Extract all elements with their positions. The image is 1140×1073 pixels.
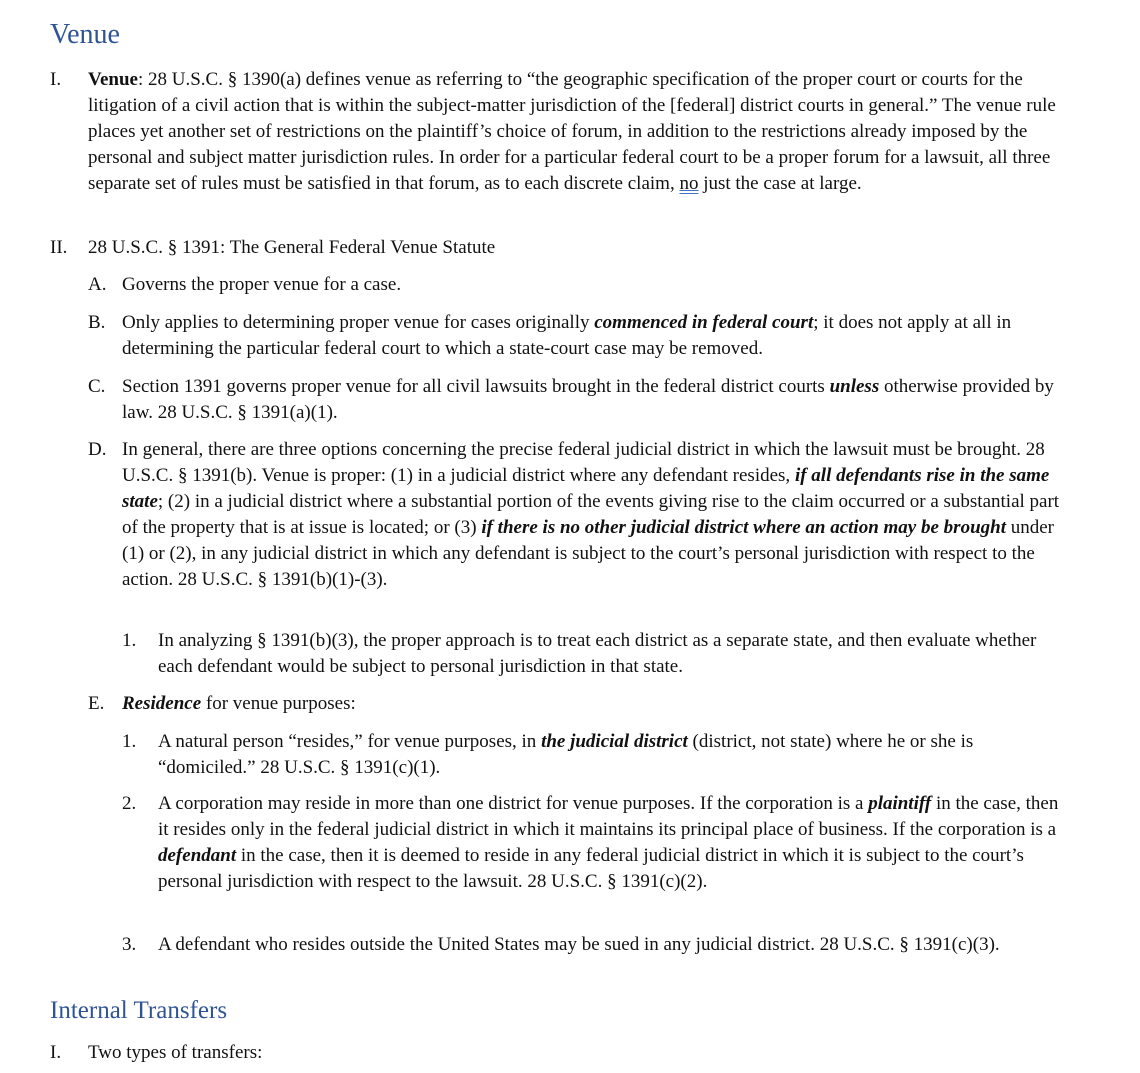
item-label: B. (88, 312, 106, 333)
item-text (122, 374, 1070, 426)
outline-item-E2 (122, 791, 1070, 895)
item-label: II. (50, 237, 68, 258)
item-label: 3. (122, 934, 137, 955)
item-text (158, 729, 1070, 781)
text-run: Only applies to determining proper venue for cases originally (122, 312, 595, 333)
text-run: just the case at large. (698, 173, 862, 194)
item-text (158, 791, 1070, 895)
text-run: the judicial district (541, 731, 688, 752)
text-run: ; (2) in a judicial district where a substantial portion of the events giving rise to the claim occurred or a substantial part of the property that is at issue is located; or (3) (122, 491, 1060, 538)
item-label: C. (88, 376, 106, 397)
outline-item-E (88, 691, 1070, 717)
text-run: A defendant who resides outside the United States may be sued in any judicial district. 28 U.S.C. § 1391(c)(3). (158, 934, 1000, 955)
heading-internal-transfers: Internal Transfers (50, 997, 228, 1024)
text-run: no (679, 173, 699, 194)
text-run: for venue purposes: (201, 693, 356, 714)
outline-item-D (88, 437, 1070, 593)
text-run: unless (829, 376, 880, 397)
item-text (158, 628, 1070, 680)
text-run: ; it does not apply at all in determining the particular federal court to which a state-court case may be removed. (122, 312, 1012, 359)
text-run: 28 U.S.C. § 1391: The General Federal Venue Statute (88, 237, 496, 258)
text-run: A corporation may reside in more than one district for venue purposes. If the corporation is a (158, 793, 869, 814)
outline-item-transfers-I (50, 1040, 1070, 1066)
item-text (122, 310, 1070, 362)
item-text (88, 1040, 1070, 1066)
item-text (88, 67, 1070, 197)
item-text (88, 235, 1070, 261)
outline-item-A (88, 272, 1070, 298)
item-label: D. (88, 439, 107, 460)
outline-item-E1 (122, 729, 1070, 781)
text-run: (district, not state) where he or she is “domiciled.” 28 U.S.C. § 1391(c)(1). (158, 731, 974, 778)
outline-item-C (88, 374, 1070, 426)
text-run: A natural person “resides,” for venue purposes, in (158, 731, 542, 752)
outline-item-B (88, 310, 1070, 362)
text-run: commenced in federal court (594, 312, 814, 333)
outline-item-I (50, 67, 1070, 197)
text-run: Two types of transfers: (88, 1042, 263, 1063)
outline-item-E3 (122, 932, 1070, 958)
text-run: Venue (88, 69, 138, 90)
text-run: In analyzing § 1391(b)(3), the proper approach is to treat each district as a separate state, and then evaluate whether each defendant would be subject to personal jurisdiction in that state. (158, 630, 1037, 677)
text-run: if there is no other judicial district where an action may be brought (481, 517, 1006, 538)
text-run: in the case, then it resides only in the federal judicial district in which it maintains its principal place of business. If the corporation is a (158, 793, 1059, 840)
text-run: plaintiff (868, 793, 932, 814)
text-run: in the case, then it is deemed to reside in any federal judicial district in which it is subject to the court’s personal jurisdiction with respect to the lawsuit. 28 U.S.C. § 1391(c)(2). (158, 845, 1024, 892)
item-label: 2. (122, 793, 137, 814)
outline-item-II (50, 235, 1070, 261)
item-label: I. (50, 69, 62, 90)
item-label: 1. (122, 731, 137, 752)
item-label: I. (50, 1042, 62, 1063)
text-run: otherwise provided by law. 28 U.S.C. § 1391(a)(1). (122, 376, 1054, 423)
text-run: : 28 U.S.C. § 1390(a) defines venue as referring to “the geographic specification of the proper court or courts for the litigation of a civil action that is within the subject-matter jurisdiction of the [federal] district courts in general.” The venue rule places yet another set of restrictions on the plaintiff’s choice of forum, in addition to the restrictions already imposed by the personal and subject matter jurisdiction rules. In order for a particular federal court to be a proper forum for a lawsuit, all three separate set of rules must be satisfied in that forum, as to each discrete claim, (88, 69, 1056, 194)
text-run: Section 1391 governs proper venue for all civil lawsuits brought in the federal district courts (122, 376, 830, 397)
item-label: A. (88, 274, 107, 295)
item-label: 1. (122, 630, 137, 651)
text-run: Governs the proper venue for a case. (122, 274, 402, 295)
text-run: defendant (158, 845, 237, 866)
item-text (158, 932, 1070, 958)
text-run: under (1) or (2), in any judicial district in which any defendant is subject to the court’s personal jurisdiction with respect to the action. 28 U.S.C. § 1391(b)(1)-(3). (122, 517, 1054, 590)
text-run: Residence (122, 693, 202, 714)
item-text (122, 272, 1070, 298)
text-run: if all defendants rise in the same state (122, 465, 1050, 512)
outline-item-D1 (122, 628, 1070, 680)
item-text (122, 691, 1070, 717)
item-label: E. (88, 693, 105, 714)
text-run: In general, there are three options concerning the precise federal judicial district in which the lawsuit must be brought. 28 U.S.C. § 1391(b). Venue is proper: (1) in a judicial district where any defendant resides, (122, 439, 1045, 486)
item-text (122, 437, 1070, 593)
heading-venue: Venue (50, 19, 120, 50)
